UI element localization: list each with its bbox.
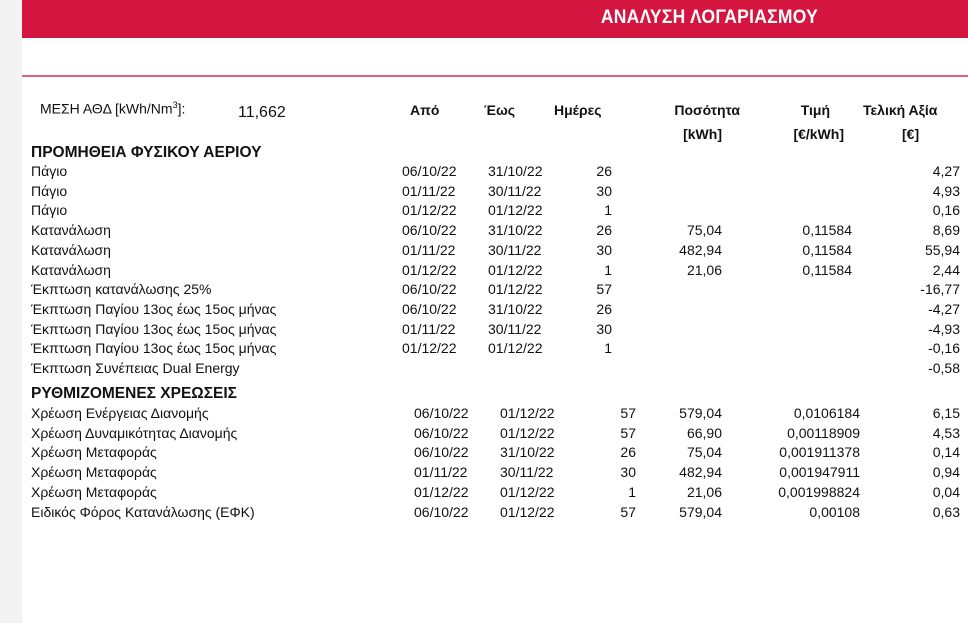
cell-value: 0,63 (932, 503, 960, 520)
cell-to: 30/11/22 (488, 241, 542, 258)
cell-from: 06/10/22 (402, 163, 457, 179)
cell-to: 01/12/22 (488, 261, 543, 278)
cell-from: 06/10/22 (414, 424, 469, 441)
cell-price: 0,0106184 (793, 405, 860, 421)
cell-days: 57 (596, 281, 612, 298)
cell-to: 31/10/22 (488, 300, 543, 317)
cell-desc: Χρέωση Δυναμικότητας Διανομής (31, 424, 238, 441)
cell-value: -16,77 (920, 281, 960, 298)
cell-from: 01/11/22 (402, 182, 456, 199)
cell-days: 30 (596, 182, 612, 199)
cell-desc: Έκπτωση κατανάλωσης 25% (31, 281, 212, 298)
avg-value: 11,662 (238, 104, 286, 121)
table-row (22, 321, 968, 340)
cell-days: 57 (620, 424, 636, 441)
cell-to: 01/12/22 (488, 340, 543, 357)
cell-desc: Χρέωση Μεταφοράς (31, 464, 157, 481)
cell-price: 0,11584 (802, 241, 852, 258)
cell-qty: 21,06 (686, 261, 722, 278)
cell-desc: Έκπτωση Παγίου 13ος έως 15ος μήνας (31, 320, 277, 337)
cell-days: 1 (604, 202, 612, 219)
banner-title: ΑΝΑΛΥΣΗ ΛΟΓΑΡΙΑΣΜΟΥ (600, 7, 818, 28)
cell-from: 01/12/22 (402, 261, 457, 278)
cell-qty: 482,94 (679, 464, 722, 481)
cell-price: 0,00118909 (787, 424, 860, 441)
cell-desc: Πάγιο (31, 202, 68, 219)
cell-desc: Έκπτωση Παγίου 13ος έως 15ος μήνας (31, 340, 277, 357)
header-days: Ημέρες (554, 102, 602, 118)
section-title-supply: ΠΡΟΜΗΘΕΙΑ ΦΥΣΙΚΟΥ ΑΕΡΙΟΥ (31, 144, 262, 161)
header-banner (22, 0, 968, 38)
cell-days: 30 (596, 241, 612, 258)
header-price: Τιμή (800, 102, 830, 118)
cell-value: 4,27 (932, 163, 960, 179)
header-value: Τελική Αξία (863, 102, 938, 118)
cell-from: 01/11/22 (402, 241, 456, 258)
cell-from: 01/11/22 (414, 464, 468, 481)
table-row (22, 222, 968, 241)
cell-days: 26 (596, 300, 612, 317)
table-row (22, 281, 968, 300)
cell-qty: 579,04 (679, 503, 722, 520)
cell-days: 1 (628, 483, 636, 500)
cell-from: 01/11/22 (402, 320, 456, 337)
cell-from: 06/10/22 (414, 405, 469, 421)
cell-value: 0,94 (932, 464, 960, 481)
cell-price: 0,11584 (802, 222, 852, 239)
cell-value: -0,58 (928, 360, 960, 376)
cell-days: 1 (604, 261, 612, 278)
cell-value: -4,93 (928, 320, 960, 337)
header-to: Έως (484, 102, 516, 118)
cell-value: 0,16 (932, 202, 960, 219)
cell-from: 01/12/22 (414, 483, 469, 500)
cell-desc: Πάγιο (31, 182, 68, 199)
header-qty: Ποσότητα (674, 102, 740, 118)
cell-value: 8,69 (932, 222, 960, 239)
header-from: Από (410, 102, 440, 118)
table-row (22, 163, 968, 182)
cell-price: 0,001911378 (779, 444, 860, 461)
cell-value: 55,94 (924, 241, 960, 258)
cell-days: 57 (620, 503, 636, 520)
cell-qty: 21,06 (686, 483, 722, 500)
cell-desc: Έκπτωση Παγίου 13ος έως 15ος μήνας (31, 300, 277, 317)
bill-page (22, 0, 968, 623)
avg-label: ΜΕΣΗ ΑΘΔ [kWh/Nm$^3$]: (40, 100, 186, 117)
cell-to: 31/10/22 (488, 163, 543, 179)
cell-desc: Χρέωση Μεταφοράς (31, 483, 157, 500)
table-row (22, 340, 968, 359)
cell-qty: 579,04 (679, 405, 722, 421)
cell-to: 01/12/22 (500, 503, 555, 520)
cell-value: 6,15 (932, 405, 960, 421)
cell-days: 1 (604, 340, 612, 357)
cell-desc: Κατανάλωση (31, 261, 111, 278)
cell-price: 0,001998824 (778, 483, 860, 500)
cell-from: 06/10/22 (402, 281, 457, 298)
table-row (22, 504, 968, 523)
cell-price: 0,00108 (809, 503, 860, 520)
cell-value: 4,53 (932, 424, 960, 441)
cell-from: 06/10/22 (414, 444, 469, 461)
cell-to: 01/12/22 (488, 202, 543, 219)
section-title-regulated: ΡΥΘΜΙΖΟΜΕΝΕΣ ΧΡΕΩΣΕΙΣ (31, 385, 237, 402)
table-row (22, 444, 968, 463)
table-row (22, 405, 968, 424)
cell-value: 2,44 (932, 261, 960, 278)
cell-days: 26 (620, 444, 636, 461)
table-row (22, 484, 968, 503)
cell-desc: Έκπτωση Συνέπειας Dual Energy (31, 360, 240, 376)
divider-line (22, 75, 968, 77)
table-row (22, 242, 968, 261)
cell-value: 4,93 (932, 182, 960, 199)
cell-desc: Πάγιο (31, 163, 68, 179)
cell-desc: Ειδικός Φόρος Κατανάλωσης (ΕΦΚ) (31, 503, 255, 520)
cell-qty: 66,90 (686, 424, 722, 441)
cell-price: 0,11584 (802, 261, 852, 278)
cell-value: -0,16 (928, 340, 960, 357)
cell-days: 57 (620, 405, 636, 421)
cell-to: 30/11/22 (488, 182, 542, 199)
table-row (22, 360, 968, 379)
cell-qty: 75,04 (686, 444, 722, 461)
cell-from: 06/10/22 (414, 503, 469, 520)
cell-to: 01/12/22 (500, 483, 555, 500)
cell-to: 31/10/22 (500, 444, 555, 461)
cell-to: 01/12/22 (500, 424, 555, 441)
table-row (22, 301, 968, 320)
header-price-unit: [€/kWh] (793, 126, 844, 142)
cell-desc: Χρέωση Ενέργειας Διανομής (31, 405, 209, 421)
table-row (22, 464, 968, 483)
cell-from: 06/10/22 (402, 300, 457, 317)
cell-from: 01/12/22 (402, 340, 457, 357)
cell-price: 0,001947911 (779, 464, 860, 481)
cell-from: 06/10/22 (402, 222, 457, 239)
table-row (22, 183, 968, 202)
table-row (22, 262, 968, 281)
cell-days: 30 (620, 464, 636, 481)
header-value-unit: [€] (902, 126, 920, 142)
cell-value: 0,14 (932, 444, 960, 461)
cell-value: -4,27 (928, 300, 960, 317)
cell-qty: 75,04 (686, 222, 722, 239)
cell-desc: Κατανάλωση (31, 241, 111, 258)
cell-to: 01/12/22 (500, 405, 555, 421)
cell-to: 01/12/22 (488, 281, 543, 298)
cell-to: 31/10/22 (488, 222, 543, 239)
cell-days: 26 (596, 222, 612, 239)
table-row (22, 202, 968, 221)
cell-to: 30/11/22 (488, 320, 542, 337)
cell-value: 0,04 (932, 483, 960, 500)
cell-to: 30/11/22 (500, 464, 554, 481)
cell-days: 30 (596, 320, 612, 337)
cell-qty: 482,94 (679, 241, 722, 258)
cell-days: 26 (596, 163, 612, 179)
cell-desc: Κατανάλωση (31, 222, 111, 239)
cell-from: 01/12/22 (402, 202, 457, 219)
table-row (22, 425, 968, 444)
header-qty-unit: [kWh] (683, 126, 722, 142)
cell-desc: Χρέωση Μεταφοράς (31, 444, 157, 461)
